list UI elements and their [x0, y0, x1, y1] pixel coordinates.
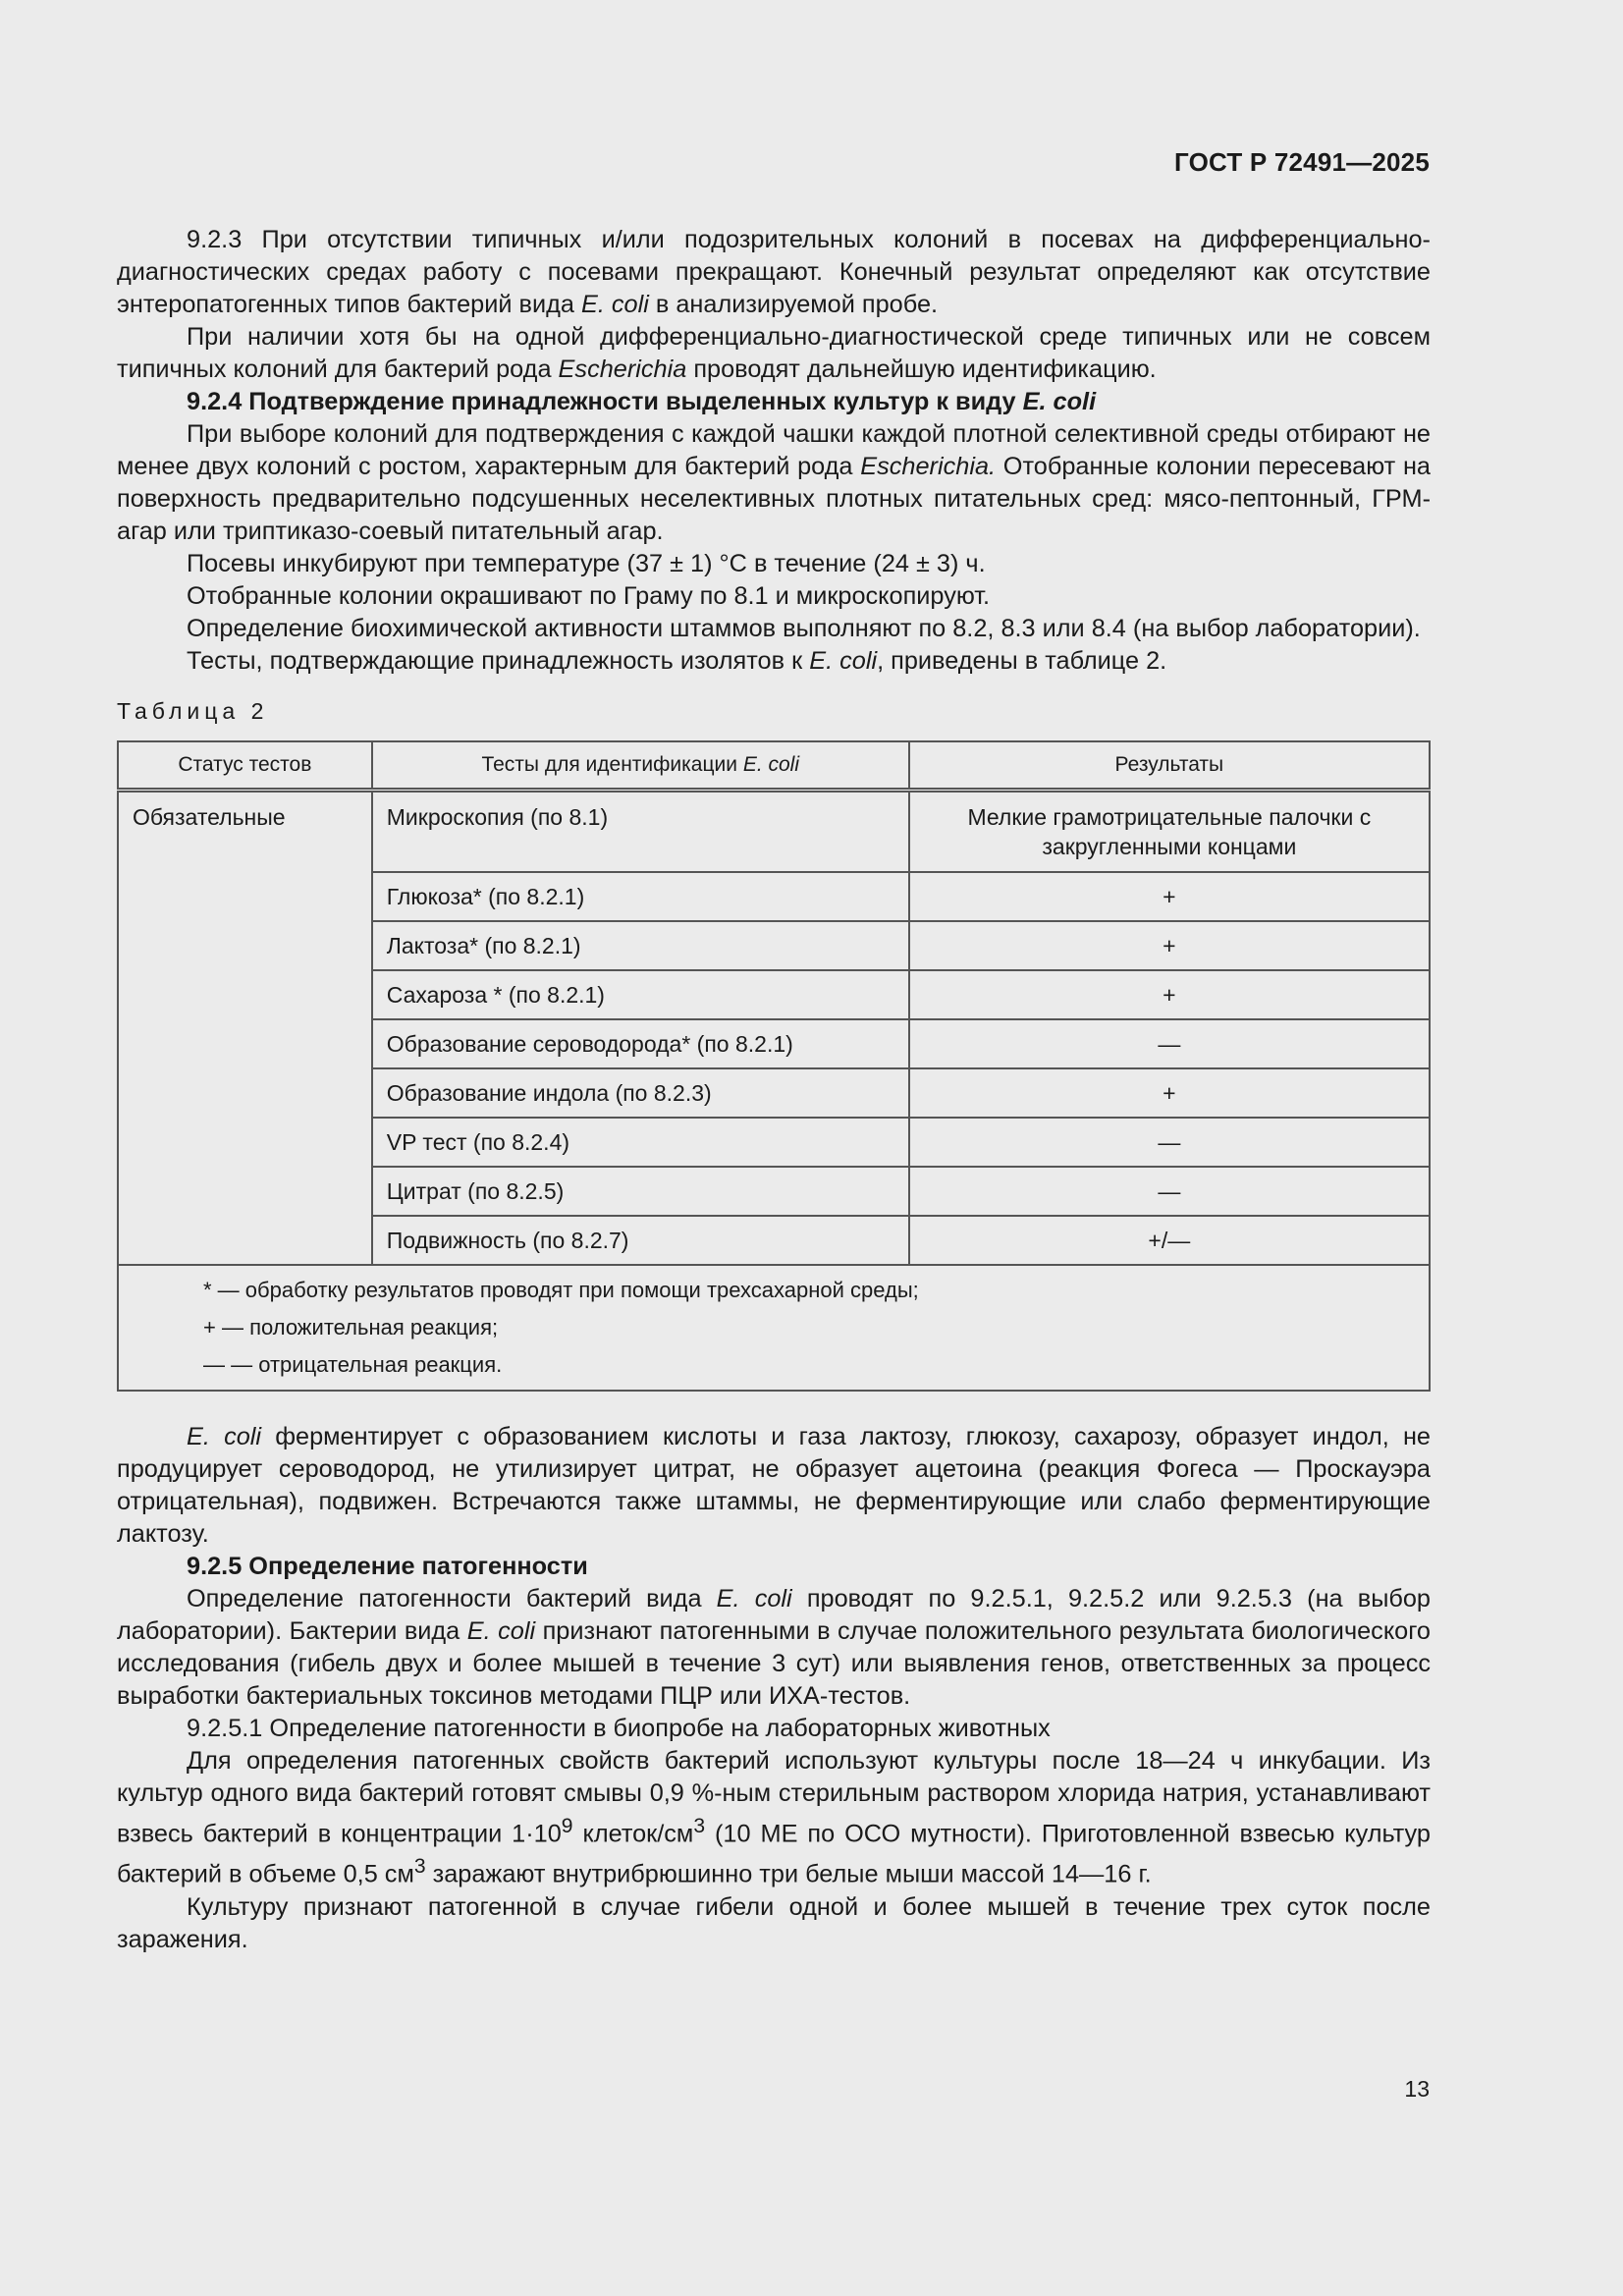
result-cell: +: [909, 970, 1430, 1019]
heading-9-2-5-1: 9.2.5.1 Определение патогенности в биопробе на лабораторных животных: [187, 1715, 1051, 1742]
paragraph-pathogenicity: Определение патогенности бактерий вида E. coli проводят по 9.2.5.1, 9.2.5.2 или 9.2.5.3 (на выбор лаборатории). Бактерии вида E. coli признают патогенными в случае положительного результата биологического исследования (гибель двух и более мышей в течение 3 сут) или выявления генов, ответственных за процесс выработки бактериальных токсинов методами ПЦР или ИХА-тестов.: [117, 1585, 1431, 1710]
result-cell: +: [909, 921, 1430, 970]
result-cell: —: [909, 1118, 1430, 1167]
test-cell: VP тест (по 8.2.4): [372, 1118, 909, 1167]
test-cell: Образование индола (по 8.2.3): [372, 1068, 909, 1118]
paragraph-incubation: Посевы инкубируют при температуре (37 ± 1) °С в течение (24 ± 3) ч.: [187, 550, 986, 577]
test-cell: Лактоза* (по 8.2.1): [372, 921, 909, 970]
result-cell: —: [909, 1019, 1430, 1068]
header-results: Результаты: [909, 741, 1430, 791]
status-cell: Обязательные: [118, 791, 372, 1266]
test-cell: Сахароза * (по 8.2.1): [372, 970, 909, 1019]
paragraph-9-2-3: 9.2.3 При отсутствии типичных и/или подозрительных колоний в посевах на дифференциально-диагностических средах работу с посевами прекращают. Конечный результат определяют как отсутствие энтеропатогенных типов бактерий вида E. coli в анализируемой пробе.: [117, 226, 1431, 318]
table-header-row: [118, 741, 1430, 791]
test-cell: Микроскопия (по 8.1): [372, 791, 909, 873]
paragraph-ecoli-properties: E. coli ферментирует с образованием кислоты и газа лактозу, глюкозу, сахарозу, образует индол, не продуцирует сероводород, не утилизирует цитрат, не образует ацетоина (реакция Фогеса — Проскауэра отрицательная), подвижен. Встречаются также штаммы, не ферментирующие или слабо ферментирующие лактозу.: [117, 1423, 1431, 1548]
result-cell: +: [909, 1068, 1430, 1118]
paragraph-gram-stain: Отобранные колонии окрашивают по Граму по 8.1 и микроскопируют.: [187, 582, 991, 610]
note-minus: — — отрицательная реакция.: [203, 1352, 503, 1377]
result-cell: —: [909, 1167, 1430, 1216]
result-cell: +: [909, 872, 1430, 921]
header-status: Статус тестов: [118, 741, 372, 791]
paragraph-table-reference: Тесты, подтверждающие принадлежность изолятов к E. coli, приведены в таблице 2.: [187, 647, 1167, 675]
paragraph-pathogenic-criterion: Культуру признают патогенной в случае гибели одной и более мышей в течение трех суток после заражения.: [117, 1892, 1431, 1953]
table-caption: Таблица 2: [117, 698, 269, 724]
note-plus: + — положительная реакция;: [203, 1315, 499, 1339]
note-asterisk: * — обработку результатов проводят при помощи трехсахарной среды;: [203, 1278, 919, 1302]
table-row: [118, 791, 1430, 873]
document-body: [117, 224, 1431, 1956]
header-tests: Тесты для идентификации E. coli: [372, 741, 909, 791]
result-cell: +/—: [909, 1216, 1430, 1265]
paragraph-colony-selection: При выборе колоний для подтверждения с каждой чашки каждой плотной селективной среды отбирают не менее двух колоний с ростом, характерным для бактерий рода Escherichia. Отобранные колонии пересевают на поверхность предварительно подсушенных неселективных плотных питательных сред: мясо-пептонный, ГРМ-агар или триптиказо-соевый питательный агар.: [117, 420, 1431, 545]
test-cell: Подвижность (по 8.2.7): [372, 1216, 909, 1265]
page-number: 13: [1404, 2076, 1430, 2102]
paragraph-biochemical: Определение биохимической активности штаммов выполняют по 8.2, 8.3 или 8.4 (на выбор лаборатории).: [187, 615, 1421, 642]
heading-9-2-4: 9.2.4 Подтверждение принадлежности выделенных культур к виду E. coli: [187, 388, 1097, 415]
heading-9-2-5: 9.2.5 Определение патогенности: [187, 1553, 588, 1580]
test-cell: Глюкоза* (по 8.2.1): [372, 872, 909, 921]
test-cell: Цитрат (по 8.2.5): [372, 1167, 909, 1216]
document-code: ГОСТ Р 72491—2025: [1174, 147, 1430, 177]
test-cell: Образование сероводорода* (по 8.2.1): [372, 1019, 909, 1068]
table-notes: [118, 1265, 1430, 1391]
result-cell: Мелкие грамотрицательные палочки с закругленными концами: [909, 791, 1430, 873]
paragraph-9-2-3-continued: При наличии хотя бы на одной дифференциально-диагностической среде типичных или не совсем типичных колоний для бактерий рода Escherichia проводят дальнейшую идентификацию.: [117, 323, 1431, 383]
paragraph-bioassay: Для определения патогенных свойств бактерий используют культуры после 18—24 ч инкубации. Из культур одного вида бактерий готовят смывы 0,9 %-ным стерильным раствором хлорида натрия, устанавливают взвесь бактерий в концентрации $1\cdot 10^9$ клеток/$см^3$ (10 МЕ по ОСО мутности). Приготовленной взвесью культур бактерий в объеме 0,5 $см^3$ заражают внутрибрюшинно три белые мыши массой 14—16 г.: [117, 1747, 1431, 1888]
identification-table: [117, 740, 1431, 1392]
table-notes-row: [118, 1265, 1430, 1391]
